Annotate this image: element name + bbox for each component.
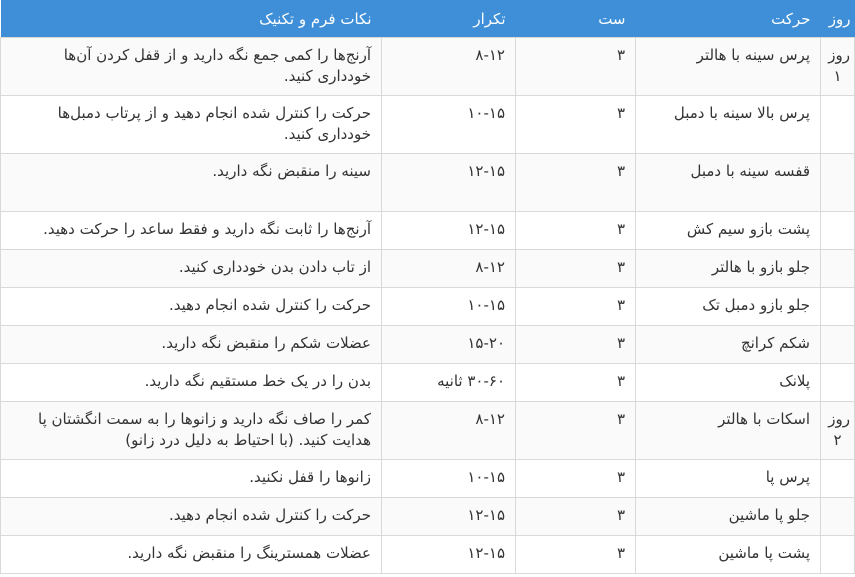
table-row: [1, 498, 855, 536]
exercise-cell: پشت پا ماشین: [636, 536, 821, 574]
reps-cell: ۱۰-۱۵: [382, 96, 516, 154]
header-row: [1, 0, 855, 38]
header-reps: تکرار: [382, 0, 516, 38]
header-notes: نکات فرم و تکنیک: [1, 0, 382, 38]
reps-cell: ۱۲-۱۵: [382, 498, 516, 536]
exercise-cell: پشت بازو سیم کش: [636, 212, 821, 250]
table-row: [1, 96, 855, 154]
notes-cell: حرکت را کنترل شده انجام دهید و از پرتاب دمبل‌ها خودداری کنید.: [1, 96, 382, 154]
notes-cell: آرنج‌ها را کمی جمع نگه دارید و از قفل کردن آن‌ها خودداری کنید.: [1, 38, 382, 96]
sets-cell: ۳: [516, 38, 636, 96]
notes-cell: زانوها را قفل نکنید.: [1, 460, 382, 498]
table-body: [1, 38, 855, 574]
exercise-cell: قفسه سینه با دمبل: [636, 154, 821, 212]
exercise-cell: جلو بازو با هالتر: [636, 250, 821, 288]
reps-cell: ۸-۱۲: [382, 38, 516, 96]
day-cell-empty: [821, 96, 855, 154]
sets-cell: ۳: [516, 364, 636, 402]
exercise-cell: پرس پا: [636, 460, 821, 498]
header-exercise: حرکت: [636, 0, 821, 38]
day-cell-empty: [821, 250, 855, 288]
table-row: [1, 364, 855, 402]
reps-cell: ۱۰-۱۵: [382, 288, 516, 326]
sets-cell: ۳: [516, 326, 636, 364]
day-cell-empty: [821, 154, 855, 212]
header-sets: ست: [516, 0, 636, 38]
reps-cell: ۱۲-۱۵: [382, 536, 516, 574]
day-cell-empty: [821, 536, 855, 574]
table-row: [1, 154, 855, 212]
day-label: روز: [828, 46, 850, 64]
day-cell-empty: [821, 364, 855, 402]
sets-cell: ۳: [516, 288, 636, 326]
reps-cell: ۱۲-۱۵: [382, 212, 516, 250]
day-cell-empty: [821, 460, 855, 498]
exercise-cell: پلانک: [636, 364, 821, 402]
exercise-cell: جلو پا ماشین: [636, 498, 821, 536]
sets-cell: ۳: [516, 536, 636, 574]
day-label: روز: [828, 410, 850, 428]
exercise-cell: شکم کرانچ: [636, 326, 821, 364]
reps-cell: ۸-۱۲: [382, 402, 516, 460]
sets-cell: ۳: [516, 460, 636, 498]
reps-cell: ۳۰-۶۰ ثانیه: [382, 364, 516, 402]
table-row: [1, 250, 855, 288]
day-cell: [821, 38, 855, 96]
day-cell-empty: [821, 212, 855, 250]
table-row: [1, 326, 855, 364]
notes-cell: حرکت را کنترل شده انجام دهید.: [1, 288, 382, 326]
notes-cell: سینه را منقبض نگه دارید.: [1, 154, 382, 212]
header-day: روز: [821, 0, 855, 38]
reps-cell: ۱۲-۱۵: [382, 154, 516, 212]
reps-cell: ۱۰-۱۵: [382, 460, 516, 498]
notes-cell: عضلات همسترینگ را منقبض نگه دارید.: [1, 536, 382, 574]
sets-cell: ۳: [516, 402, 636, 460]
day-cell-empty: [821, 288, 855, 326]
table-row: [1, 288, 855, 326]
day-cell-empty: [821, 326, 855, 364]
notes-cell: حرکت را کنترل شده انجام دهید.: [1, 498, 382, 536]
table-header: [1, 0, 855, 38]
exercise-cell: پرس بالا سینه با دمبل: [636, 96, 821, 154]
table-row: [1, 460, 855, 498]
table-row: [1, 536, 855, 574]
notes-cell: بدن را در یک خط مستقیم نگه دارید.: [1, 364, 382, 402]
exercise-cell: اسکات با هالتر: [636, 402, 821, 460]
reps-cell: ۸-۱۲: [382, 250, 516, 288]
sets-cell: ۳: [516, 154, 636, 212]
notes-cell: عضلات شکم را منقبض نگه دارید.: [1, 326, 382, 364]
table-row: [1, 38, 855, 96]
exercise-cell: جلو بازو دمبل تک: [636, 288, 821, 326]
day-number: ۱: [833, 67, 842, 85]
notes-cell: کمر را صاف نگه دارید و زانوها را به سمت انگشتان پا هدایت کنید. (با احتیاط به دلیل درد زانو): [1, 402, 382, 460]
sets-cell: ۳: [516, 212, 636, 250]
reps-cell: ۱۵-۲۰: [382, 326, 516, 364]
table-row: [1, 402, 855, 460]
sets-cell: ۳: [516, 498, 636, 536]
day-cell: [821, 402, 855, 460]
notes-cell: از تاب دادن بدن خودداری کنید.: [1, 250, 382, 288]
sets-cell: ۳: [516, 250, 636, 288]
sets-cell: ۳: [516, 96, 636, 154]
day-number: ۲: [833, 431, 842, 449]
day-cell-empty: [821, 498, 855, 536]
exercise-cell: پرس سینه با هالتر: [636, 38, 821, 96]
table-row: [1, 212, 855, 250]
notes-cell: آرنج‌ها را ثابت نگه دارید و فقط ساعد را حرکت دهید.: [1, 212, 382, 250]
